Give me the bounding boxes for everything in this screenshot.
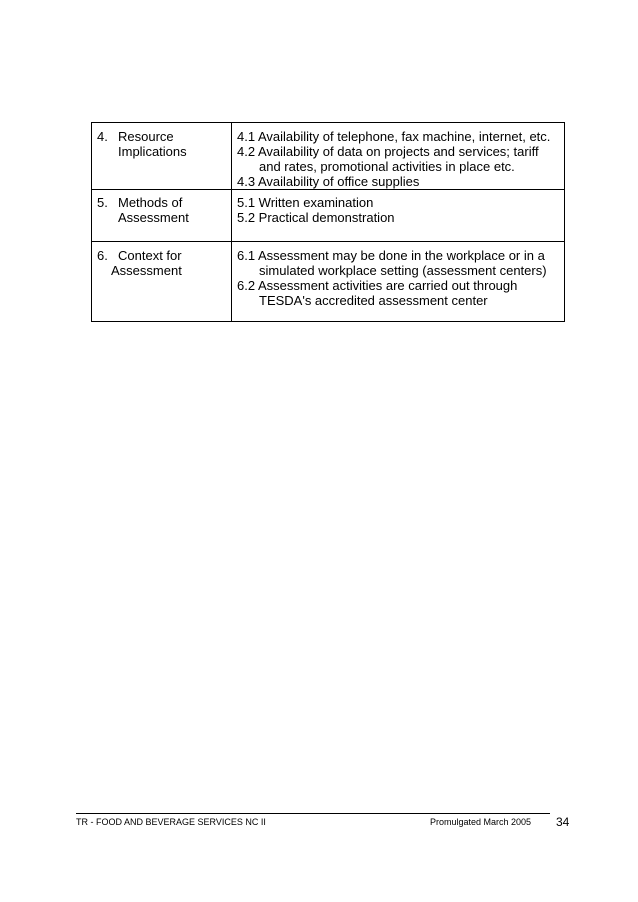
row-label-line1: Resource xyxy=(118,129,174,144)
page-number: 34 xyxy=(556,815,570,829)
list-item: 6.1 Assessment may be done in the workplace or in a xyxy=(237,248,545,263)
row-label-cell xyxy=(92,190,232,242)
footer-document-title: TR - FOOD AND BEVERAGE SERVICES NC II xyxy=(76,817,266,827)
row-items-cell xyxy=(232,190,565,242)
footer-divider xyxy=(76,813,550,814)
evidence-guide-table xyxy=(91,122,565,322)
row-label xyxy=(92,123,231,159)
row-items-cell xyxy=(232,242,565,322)
row-items-cell xyxy=(232,123,565,190)
row-label-number: 4. xyxy=(97,129,108,144)
list-item: 5.1 Written examination xyxy=(237,195,374,210)
row-label-cell xyxy=(92,123,232,190)
list-item: 4.3 Availability of office supplies xyxy=(237,174,420,189)
row-label-line2: Assessment xyxy=(118,210,189,225)
row-label-cell xyxy=(92,242,232,322)
list-item: 4.1 Availability of telephone, fax machine, internet, etc. xyxy=(237,129,551,144)
row-label-number: 6. xyxy=(97,248,108,263)
row-label-number: 5. xyxy=(97,195,108,210)
list-item-continuation: and rates, promotional activities in place etc. xyxy=(259,159,515,174)
row-label-line2: Implications xyxy=(118,144,187,159)
row-label-line1: Methods of xyxy=(118,195,183,210)
table-row-methods-of-assessment xyxy=(92,190,565,242)
list-item-continuation: simulated workplace setting (assessment centers) xyxy=(259,263,547,278)
list-item-continuation: TESDA's accredited assessment center xyxy=(259,293,488,308)
list-item: 4.2 Availability of data on projects and services; tariff xyxy=(237,144,539,159)
row-label xyxy=(92,190,231,225)
table-row-context-for-assessment xyxy=(92,242,565,322)
footer-promulgation-date: Promulgated March 2005 xyxy=(430,817,532,827)
table-row-resource-implications xyxy=(92,123,565,190)
row-label-line2: Assessment xyxy=(111,263,182,278)
row-label-line1: Context for xyxy=(118,248,182,263)
list-item: 5.2 Practical demonstration xyxy=(237,210,395,225)
row-label xyxy=(92,242,231,278)
list-item: 6.2 Assessment activities are carried out through xyxy=(237,278,518,293)
